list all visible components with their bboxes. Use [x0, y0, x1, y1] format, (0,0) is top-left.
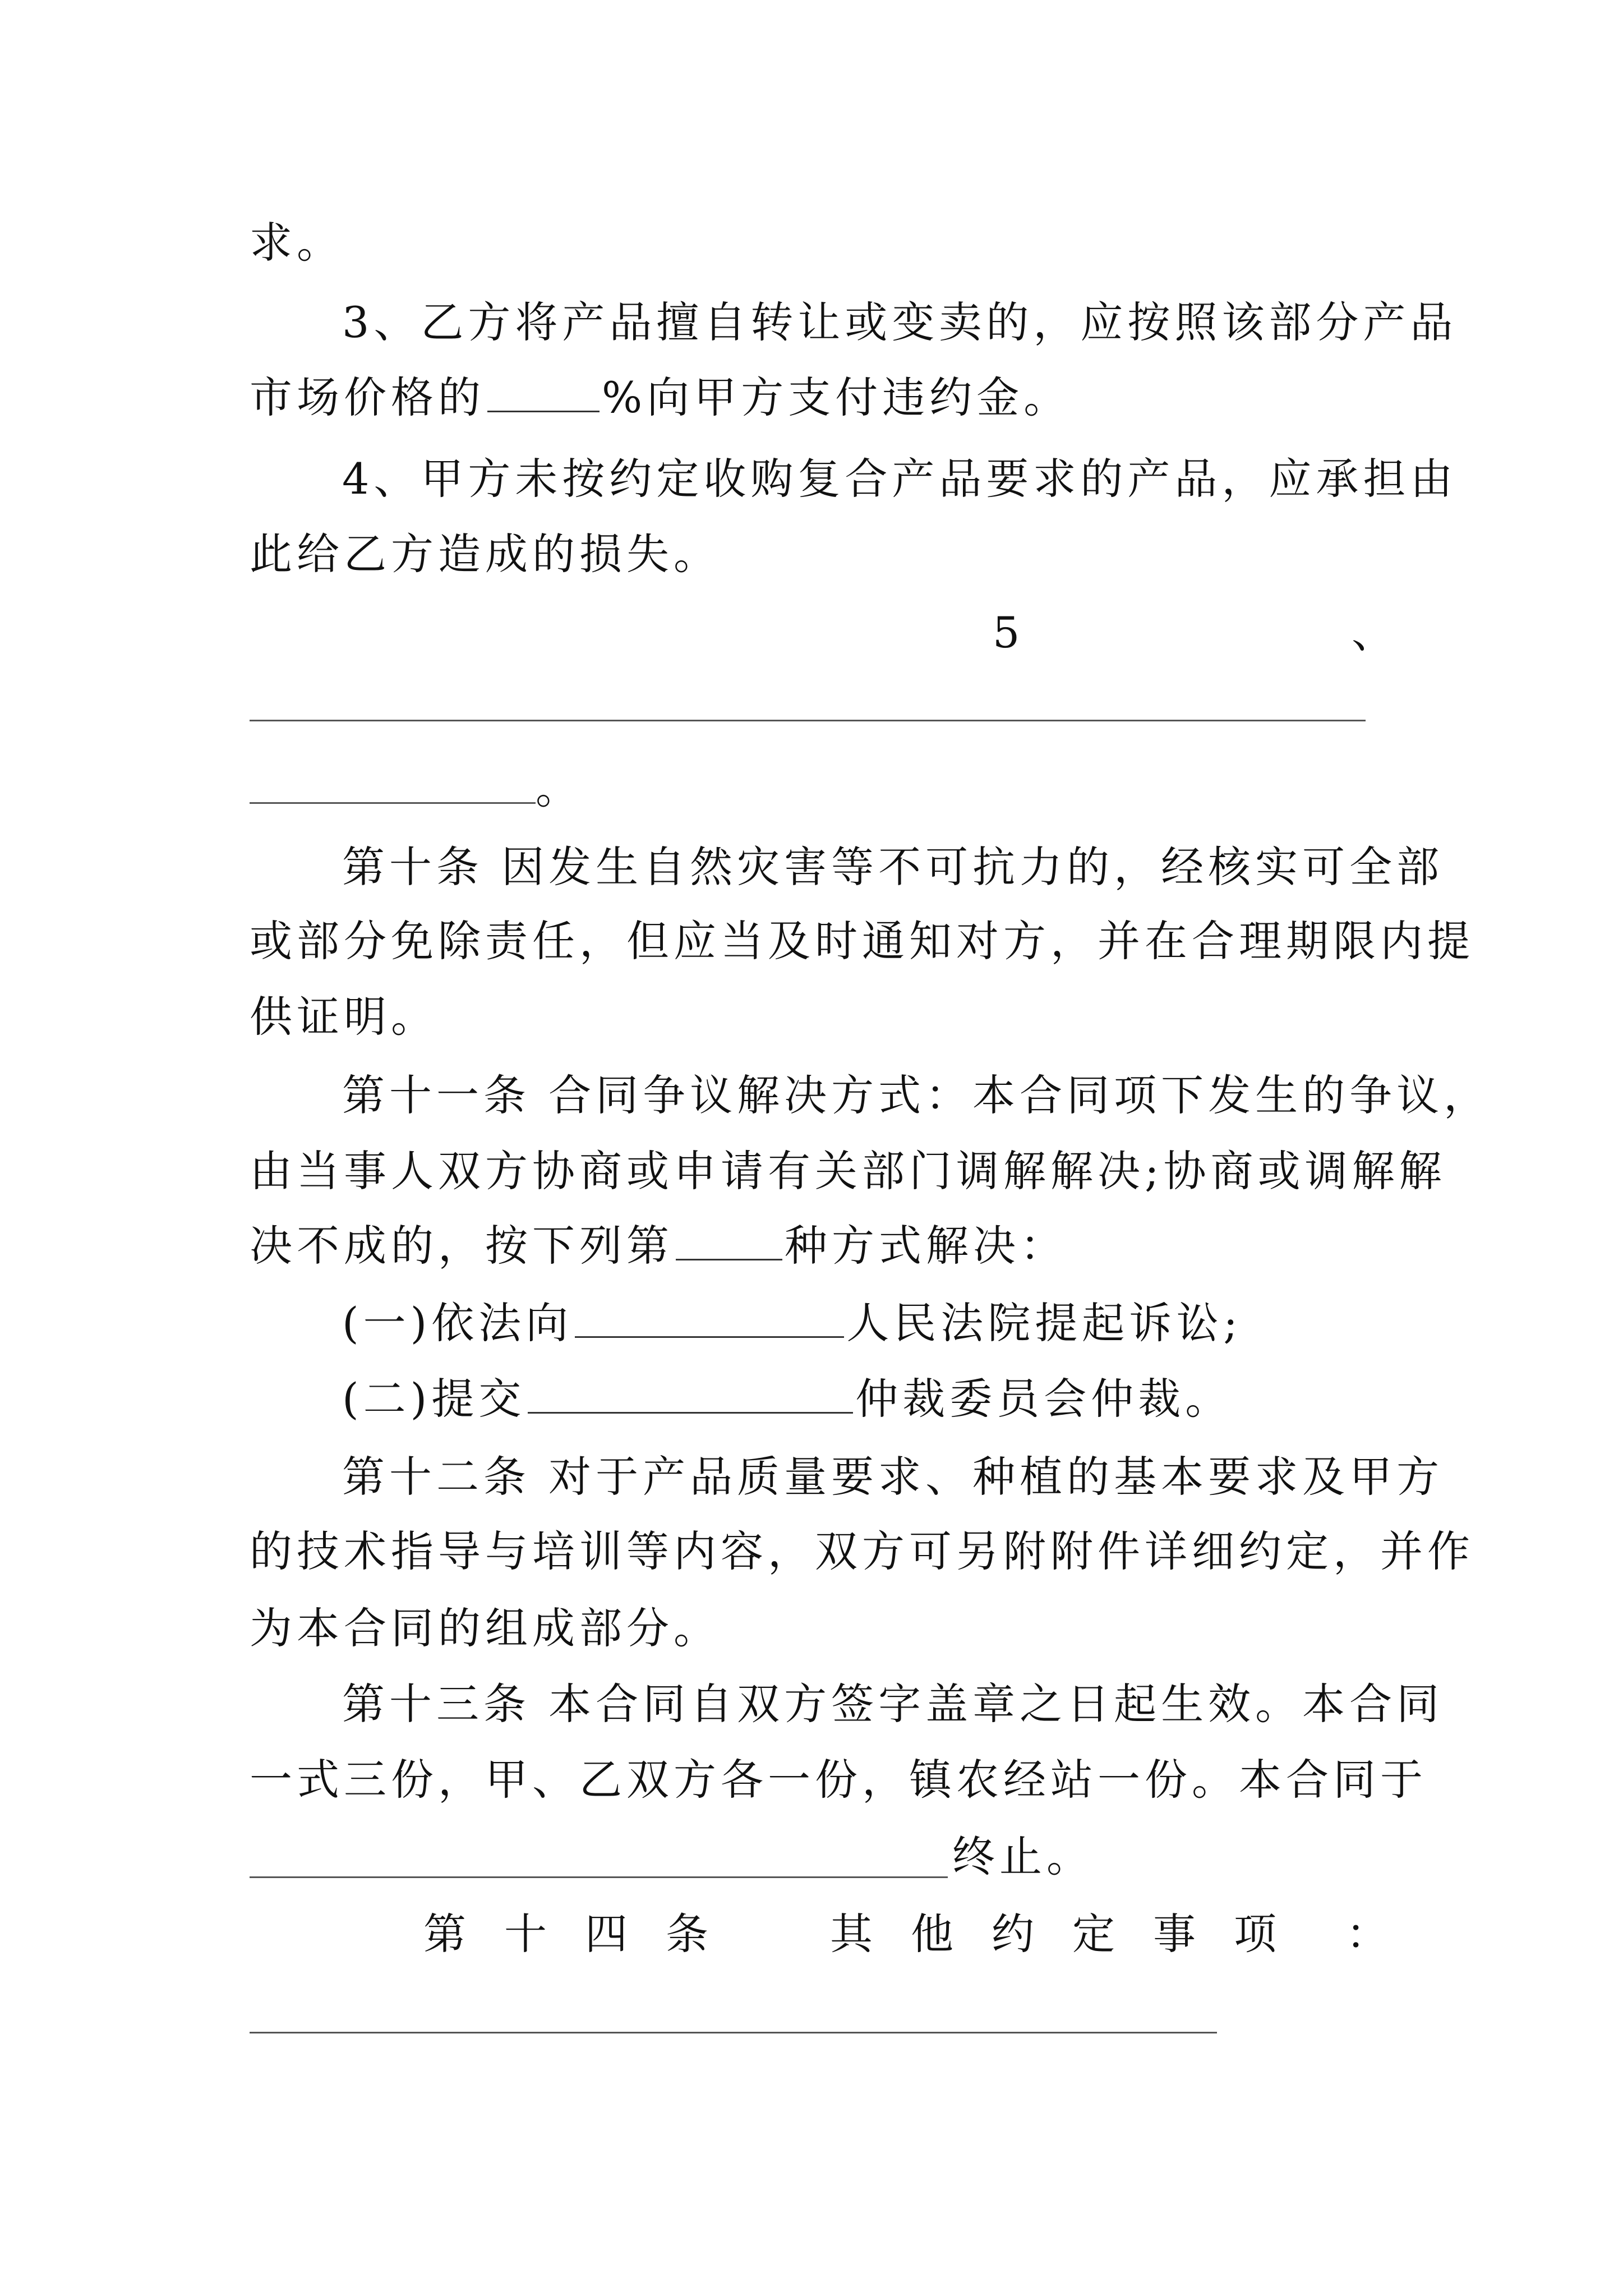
text-line — [250, 1525, 1474, 1579]
text-line — [342, 840, 1444, 894]
text-line — [250, 527, 1396, 581]
text-segment: ： — [1346, 1909, 1389, 1959]
text-segment: (二)提交 — [342, 1374, 526, 1424]
text-line — [250, 990, 1396, 1044]
text-line — [342, 296, 1458, 349]
text-segment: 的技术指导与培训等内容，双方可另附附件详细约定，并作 — [250, 1526, 1474, 1576]
text-line — [342, 1069, 1491, 1122]
clause-heading: 第十四条 — [423, 1909, 746, 1959]
text-segment: 4、甲方未按约定收购复合产品要求的产品，应承担由 — [342, 454, 1458, 504]
text-segment: 人民法院提起诉讼; — [846, 1298, 1242, 1348]
text-segment: 仲裁委员会仲裁。 — [855, 1374, 1233, 1424]
text-segment: 第十三条 本合同自双方签字盖章之日起生效。本合同 — [342, 1679, 1444, 1729]
text-segment: 第十一条 合同争议解决方式：本合同项下发生的争议， — [342, 1070, 1491, 1120]
fill-in-rule — [250, 802, 536, 804]
text-segment: 求。 — [250, 218, 344, 268]
text-line — [250, 914, 1474, 968]
fill-in-rule — [250, 1876, 948, 1878]
text-segment: 第十条 因发生自然灾害等不可抗力的，经核实可全部 — [342, 842, 1444, 892]
text-line — [250, 1753, 1427, 1807]
fill-in-blank — [487, 370, 600, 412]
text-segment: 为本合同的组成部分。 — [250, 1603, 721, 1653]
text-line — [250, 1218, 1396, 1272]
text-line — [250, 1602, 1396, 1655]
text-segment: 或部分免除责任，但应当及时通知对方，并在合理期限内提 — [250, 916, 1474, 966]
text-line — [250, 370, 1396, 424]
text-line — [342, 1450, 1444, 1504]
text-segment: 供证明。 — [250, 992, 438, 1042]
clause-number: 5 — [993, 608, 1020, 657]
text-segment: 终止。 — [952, 1832, 1094, 1881]
text-segment: 市场价格的 — [250, 372, 485, 422]
text-line — [342, 1296, 1396, 1350]
text-segment: 种方式解决： — [785, 1221, 1067, 1271]
text-segment: %向甲方支付违约金。 — [602, 372, 1071, 422]
text-segment: 此给乙方造成的损失。 — [250, 529, 721, 579]
text-segment: 。 — [536, 763, 578, 813]
text-line — [342, 1677, 1444, 1731]
text-line — [250, 1144, 1446, 1198]
clause-punctuation: 、 — [1352, 608, 1394, 657]
text-line — [342, 452, 1458, 506]
fill-in-rule — [250, 2032, 1217, 2033]
fill-in-blank — [575, 1296, 844, 1338]
text-segment: (一)依法向 — [342, 1298, 573, 1348]
text-segment: 第十二条 对于产品质量要求、种植的基本要求及甲方 — [342, 1452, 1444, 1502]
text-line — [342, 1372, 1396, 1425]
text-segment: 决不成的，按下列第 — [250, 1221, 674, 1271]
text-segment: 由当事人双方协商或申请有关部门调解解决;协商或调解解 — [250, 1146, 1446, 1196]
text-segment: 3、乙方将产品擅自转让或变卖的，应按照该部分产品 — [342, 297, 1458, 347]
fill-in-blank — [528, 1372, 853, 1414]
text-segment: 一式三份，甲、乙双方各一份，镇农经站一份。本合同于 — [250, 1755, 1427, 1805]
text-line — [250, 216, 1396, 270]
fill-in-blank — [676, 1218, 782, 1260]
clause-heading: 其他约定事项 — [830, 1909, 1315, 1959]
fill-in-rule — [250, 720, 1366, 721]
